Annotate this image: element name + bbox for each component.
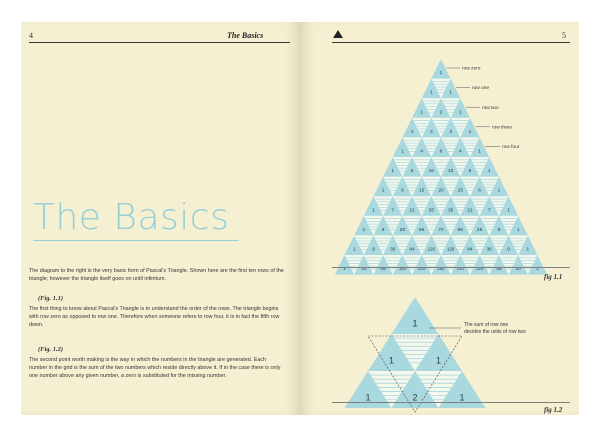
pascal-value: 56	[419, 227, 425, 233]
pascal-value: 8	[381, 227, 385, 233]
pascal-value: 120	[476, 266, 484, 272]
page-title: The Basics	[33, 197, 230, 238]
pascal-value: 1	[449, 90, 452, 96]
page-number-left: 4	[29, 31, 33, 40]
pascal-value: 6	[439, 149, 443, 155]
sum-value: 1	[459, 392, 465, 403]
pascal-value: 36	[486, 247, 492, 253]
pascal-value: 6	[401, 188, 404, 194]
pascal-value: 1	[430, 90, 433, 96]
row-label: row zero	[462, 66, 481, 72]
fig-1-1-caption: fig 1.1	[544, 273, 563, 281]
pascal-value: 3	[449, 129, 452, 135]
pascal-value: 35	[428, 208, 435, 214]
title-underline	[33, 240, 239, 241]
pascal-value: 84	[467, 247, 473, 253]
pascal-value: 4	[420, 149, 424, 155]
pascal-value: 1	[352, 247, 356, 253]
note-line-2: decides the units of row two	[464, 329, 526, 335]
pascal-value: 1	[458, 110, 462, 116]
fig-1-1-rule	[332, 267, 570, 268]
pascal-value: 3	[430, 129, 433, 135]
pascal-value: 7	[487, 208, 491, 214]
pascal-triangle-figure	[300, 22, 579, 282]
pascal-value: 45	[496, 267, 502, 273]
pascal-value: 10	[447, 169, 454, 175]
pascal-value: 56	[457, 227, 463, 233]
pascal-value: 15	[419, 188, 425, 194]
pascal-value: 28	[476, 227, 483, 233]
pascal-value: 1	[487, 169, 491, 175]
pascal-value: 1	[526, 247, 530, 253]
fig-1-2-reference: (Fig. 1.2)	[38, 346, 64, 353]
row-label: row two	[482, 105, 499, 111]
pascal-value: 1	[468, 129, 472, 135]
sum-rule-figure	[300, 282, 579, 415]
pascal-value: 5	[468, 169, 472, 175]
pascal-value: 1	[381, 188, 385, 194]
fig-1-2-rule	[332, 402, 570, 403]
pascal-value: 1	[497, 188, 501, 194]
page-number-right: 5	[562, 31, 566, 40]
pascal-value: 70	[438, 227, 444, 233]
pascal-value: 21	[409, 208, 415, 214]
row-label: row three	[492, 125, 512, 131]
right-page	[300, 22, 579, 415]
pascal-value: 6	[478, 188, 481, 194]
pascal-value: 1	[478, 149, 481, 155]
left-page	[21, 22, 300, 415]
running-head: The Basics	[227, 31, 264, 40]
pascal-value: 1	[401, 149, 404, 155]
pascal-value: 15	[457, 188, 463, 194]
sum-value: 1	[388, 355, 395, 366]
pascal-value: 1	[420, 110, 424, 116]
pascal-value: 120	[398, 266, 406, 272]
pascal-value: 1	[516, 227, 520, 233]
row-label: row four	[502, 145, 520, 150]
pascal-value: 21	[467, 208, 473, 214]
pascal-value: 126	[427, 246, 435, 252]
pascal-value: 2	[439, 110, 443, 116]
pascal-value: 1	[507, 208, 510, 214]
pascal-value: 210	[418, 266, 426, 272]
sum-value: 1	[365, 392, 371, 403]
fig-1-1-reference: (Fig. 1.1)	[38, 295, 64, 302]
pascal-value: 1	[536, 267, 539, 273]
intro-paragraph: The diagram to the right is the very basic form of Pascal's Triangle. Shown here are the first ten rows of the triangle; however the triangle itself goes on until infinitum.	[29, 268, 284, 283]
pascal-value: 45	[380, 267, 386, 273]
pascal-value: 7	[391, 208, 395, 214]
sum-value: 1	[412, 318, 418, 329]
pascal-value: 36	[390, 247, 396, 253]
fig-1-2-paragraph: The second point worth making is the way in which the numbers in the triangle are generated. Each number in the grid is the sum of the two numbers which reside directly above it. If in the case there is only one number above any given number, a zero is substituted for the missing number.	[29, 357, 281, 380]
pascal-value: 126	[447, 246, 455, 252]
row-label: row one	[472, 86, 490, 92]
pascal-value: 10	[361, 267, 367, 273]
pascal-value: 210	[456, 266, 464, 272]
pascal-value: 35	[447, 208, 454, 214]
pascal-value: 20	[438, 188, 444, 194]
pascal-value: 9	[372, 247, 375, 253]
fig-1-1-paragraph: The first thing to know about Pascal's Triangle is to understand the order of the rows. The triangle begins with row zero as opposed to row one. Therefore when someone refers to row four, it is in fact the fifth row down.	[29, 306, 280, 329]
pascal-value: 1	[410, 129, 414, 135]
pascal-value: 252	[437, 266, 445, 272]
pascal-value: 28	[399, 227, 406, 233]
sum-value: 1	[435, 355, 442, 366]
pascal-value: 1	[343, 267, 346, 273]
pascal-value: 4	[458, 149, 462, 155]
pascal-value: 10	[428, 169, 435, 175]
pascal-value: 1	[391, 169, 395, 175]
pascal-value: 84	[409, 247, 415, 253]
pascal-value: 10	[515, 267, 521, 273]
pascal-value: 5	[410, 169, 414, 175]
pascal-value: 1	[362, 227, 366, 233]
pascal-value: 8	[497, 227, 501, 233]
note-line-1: The sum of row one	[464, 322, 509, 328]
sum-value: 2	[412, 392, 418, 403]
pascal-value: 9	[507, 247, 510, 253]
fig-1-2-caption: fig 1.2	[544, 406, 563, 414]
pascal-value: 1	[372, 208, 375, 214]
pascal-value: 1	[439, 71, 443, 77]
header-rule-left	[29, 42, 290, 43]
